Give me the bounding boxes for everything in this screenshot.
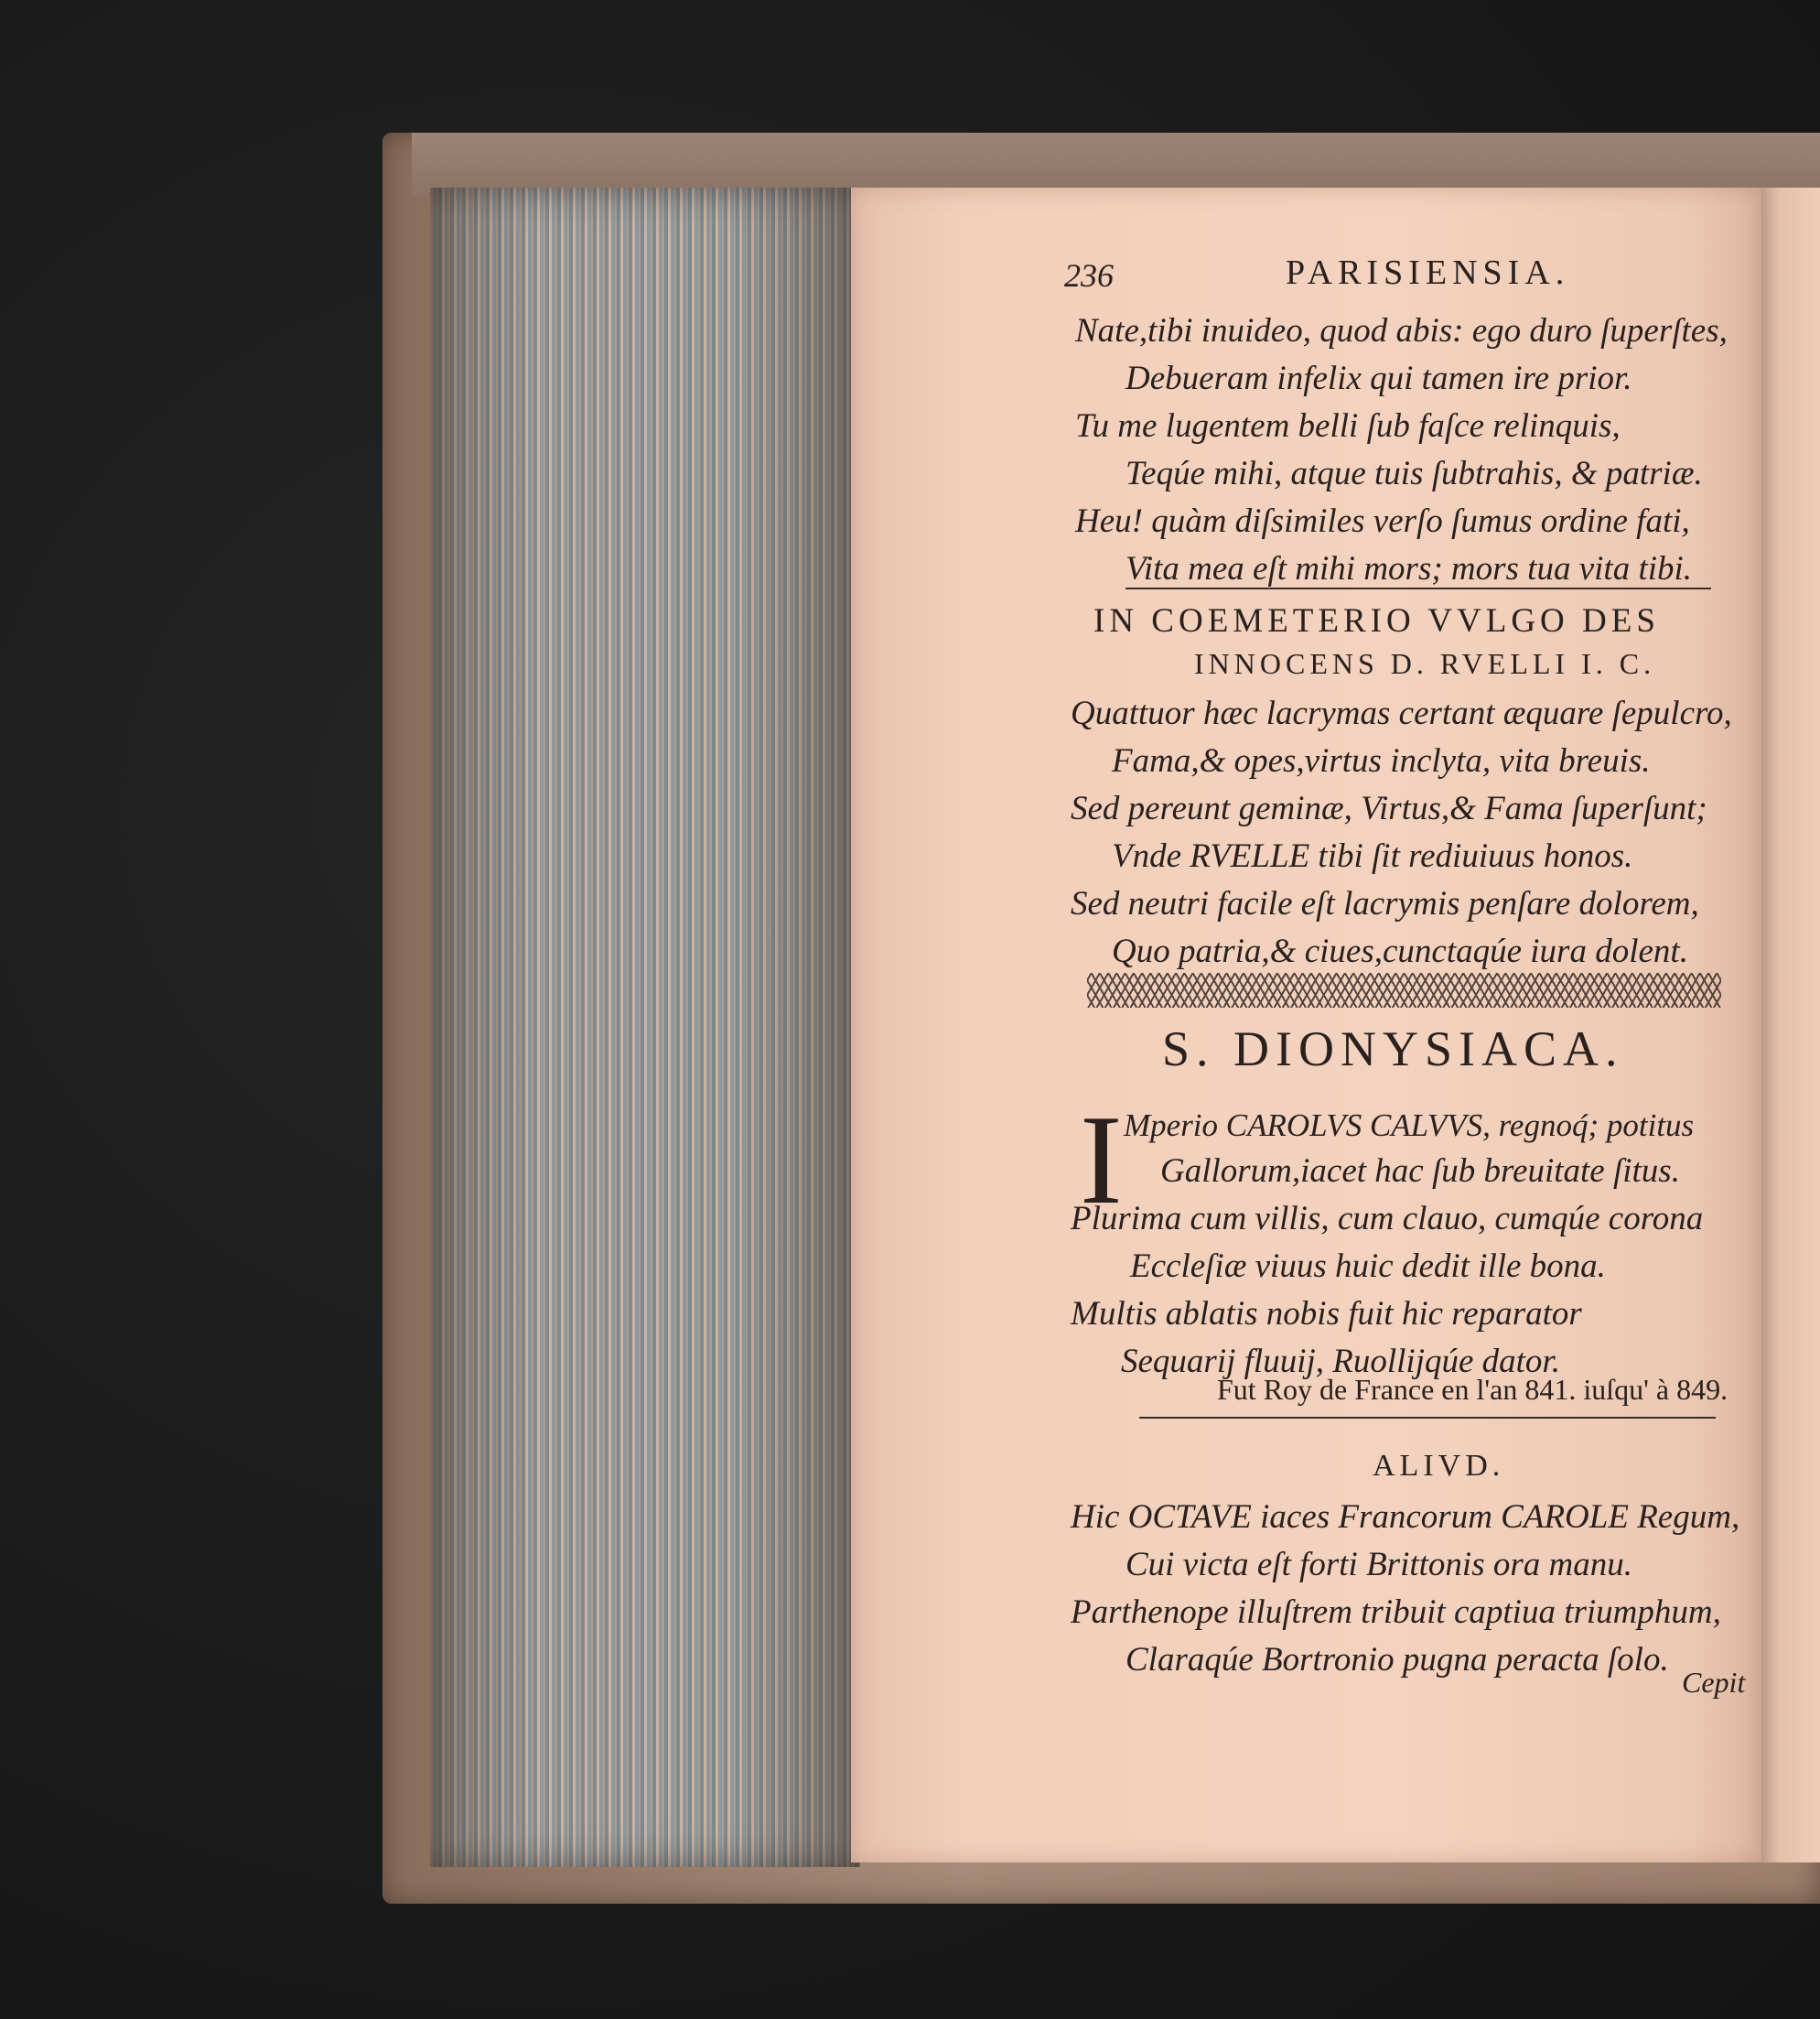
verse-line: Vnde RVELLE tibi ſit rediuiuus honos. [1112, 837, 1633, 875]
verse-line: Vita mea eſt mihi mors; mors tua vita tibi. [1125, 550, 1693, 588]
verse-line: Fama,& opes,virtus inclyta, vita breuis. [1112, 742, 1651, 780]
page-block-edge [430, 188, 860, 1867]
section-rule [1139, 1417, 1716, 1419]
verse-line: Sed pereunt geminæ, Virtus,& Fama ſuperſunt; [1071, 790, 1707, 827]
verse-line: Nate,tibi inuideo, quod abis: ego duro ſuperſtes, [1075, 312, 1728, 350]
verse-line: Sequarij fluuij, Ruollijqúe dator. [1121, 1343, 1560, 1380]
verse-line: Parthenope illuſtrem tribuit captiua triumphum, [1071, 1593, 1721, 1631]
verse-line: Quo patria,& ciues,cunctaqúe iura dolent. [1112, 933, 1688, 970]
right-page-sliver [1761, 188, 1820, 1862]
verse-line: Debueram infelix qui tamen ire prior. [1125, 360, 1632, 397]
verse-line: Teqúe mihi, atque tuis ſubtrahis, & patriæ. [1125, 455, 1703, 492]
verse-line: Eccleſiæ viuus huic dedit ille bona. [1130, 1247, 1606, 1285]
section-heading: ALIVD. [1373, 1449, 1505, 1483]
verse-line: Multis ablatis nobis fuit hic reparator [1071, 1295, 1582, 1333]
section-title: S. DIONYSIACA. [1162, 1021, 1624, 1076]
verse-line: Tu me lugentem belli ſub faſce relinquis, [1075, 407, 1621, 445]
verse-line: Cui victa eſt forti Brittonis ora manu. [1125, 1546, 1632, 1583]
verse-line: Plurima cum villis, cum clauo, cumqúe corona [1071, 1200, 1704, 1237]
verse-line: Quattuor hæc lacrymas certant æquare ſepulcro, [1071, 695, 1732, 732]
verse-line: Claraqúe Bortronio pugna peracta ſolo. [1125, 1641, 1669, 1679]
running-title: PARISIENSIA. [1286, 254, 1570, 292]
catchword: Cepit [1682, 1666, 1746, 1699]
drop-capital: I [1080, 1089, 1123, 1231]
section-subheading: INNOCENS D. RVELLI I. C. [1194, 647, 1656, 680]
verse-line: Mperio CAROLVS CALVVS, regnoq́; potitus [1124, 1107, 1695, 1143]
verse-line: Hic OCTAVE iaces Francorum CAROLE Regum, [1071, 1498, 1740, 1536]
section-heading: IN COEMETERIO VVLGO DES [1093, 602, 1660, 640]
verse-line: Gallorum,iacet hac ſub breuitate ſitus. [1160, 1152, 1680, 1190]
verse-line: Sed neutri facile eſt lacrymis penſare dolorem, [1071, 885, 1699, 923]
ornamental-band [1087, 973, 1721, 1008]
section-rule [1125, 588, 1711, 589]
verse-line: Heu! quàm diſsimiles verſo ſumus ordine fati, [1075, 502, 1690, 540]
page-number: 236 [1064, 257, 1114, 294]
reign-note: Fut Roy de France en l'an 841. iuſqu' à 849. [1217, 1373, 1728, 1406]
